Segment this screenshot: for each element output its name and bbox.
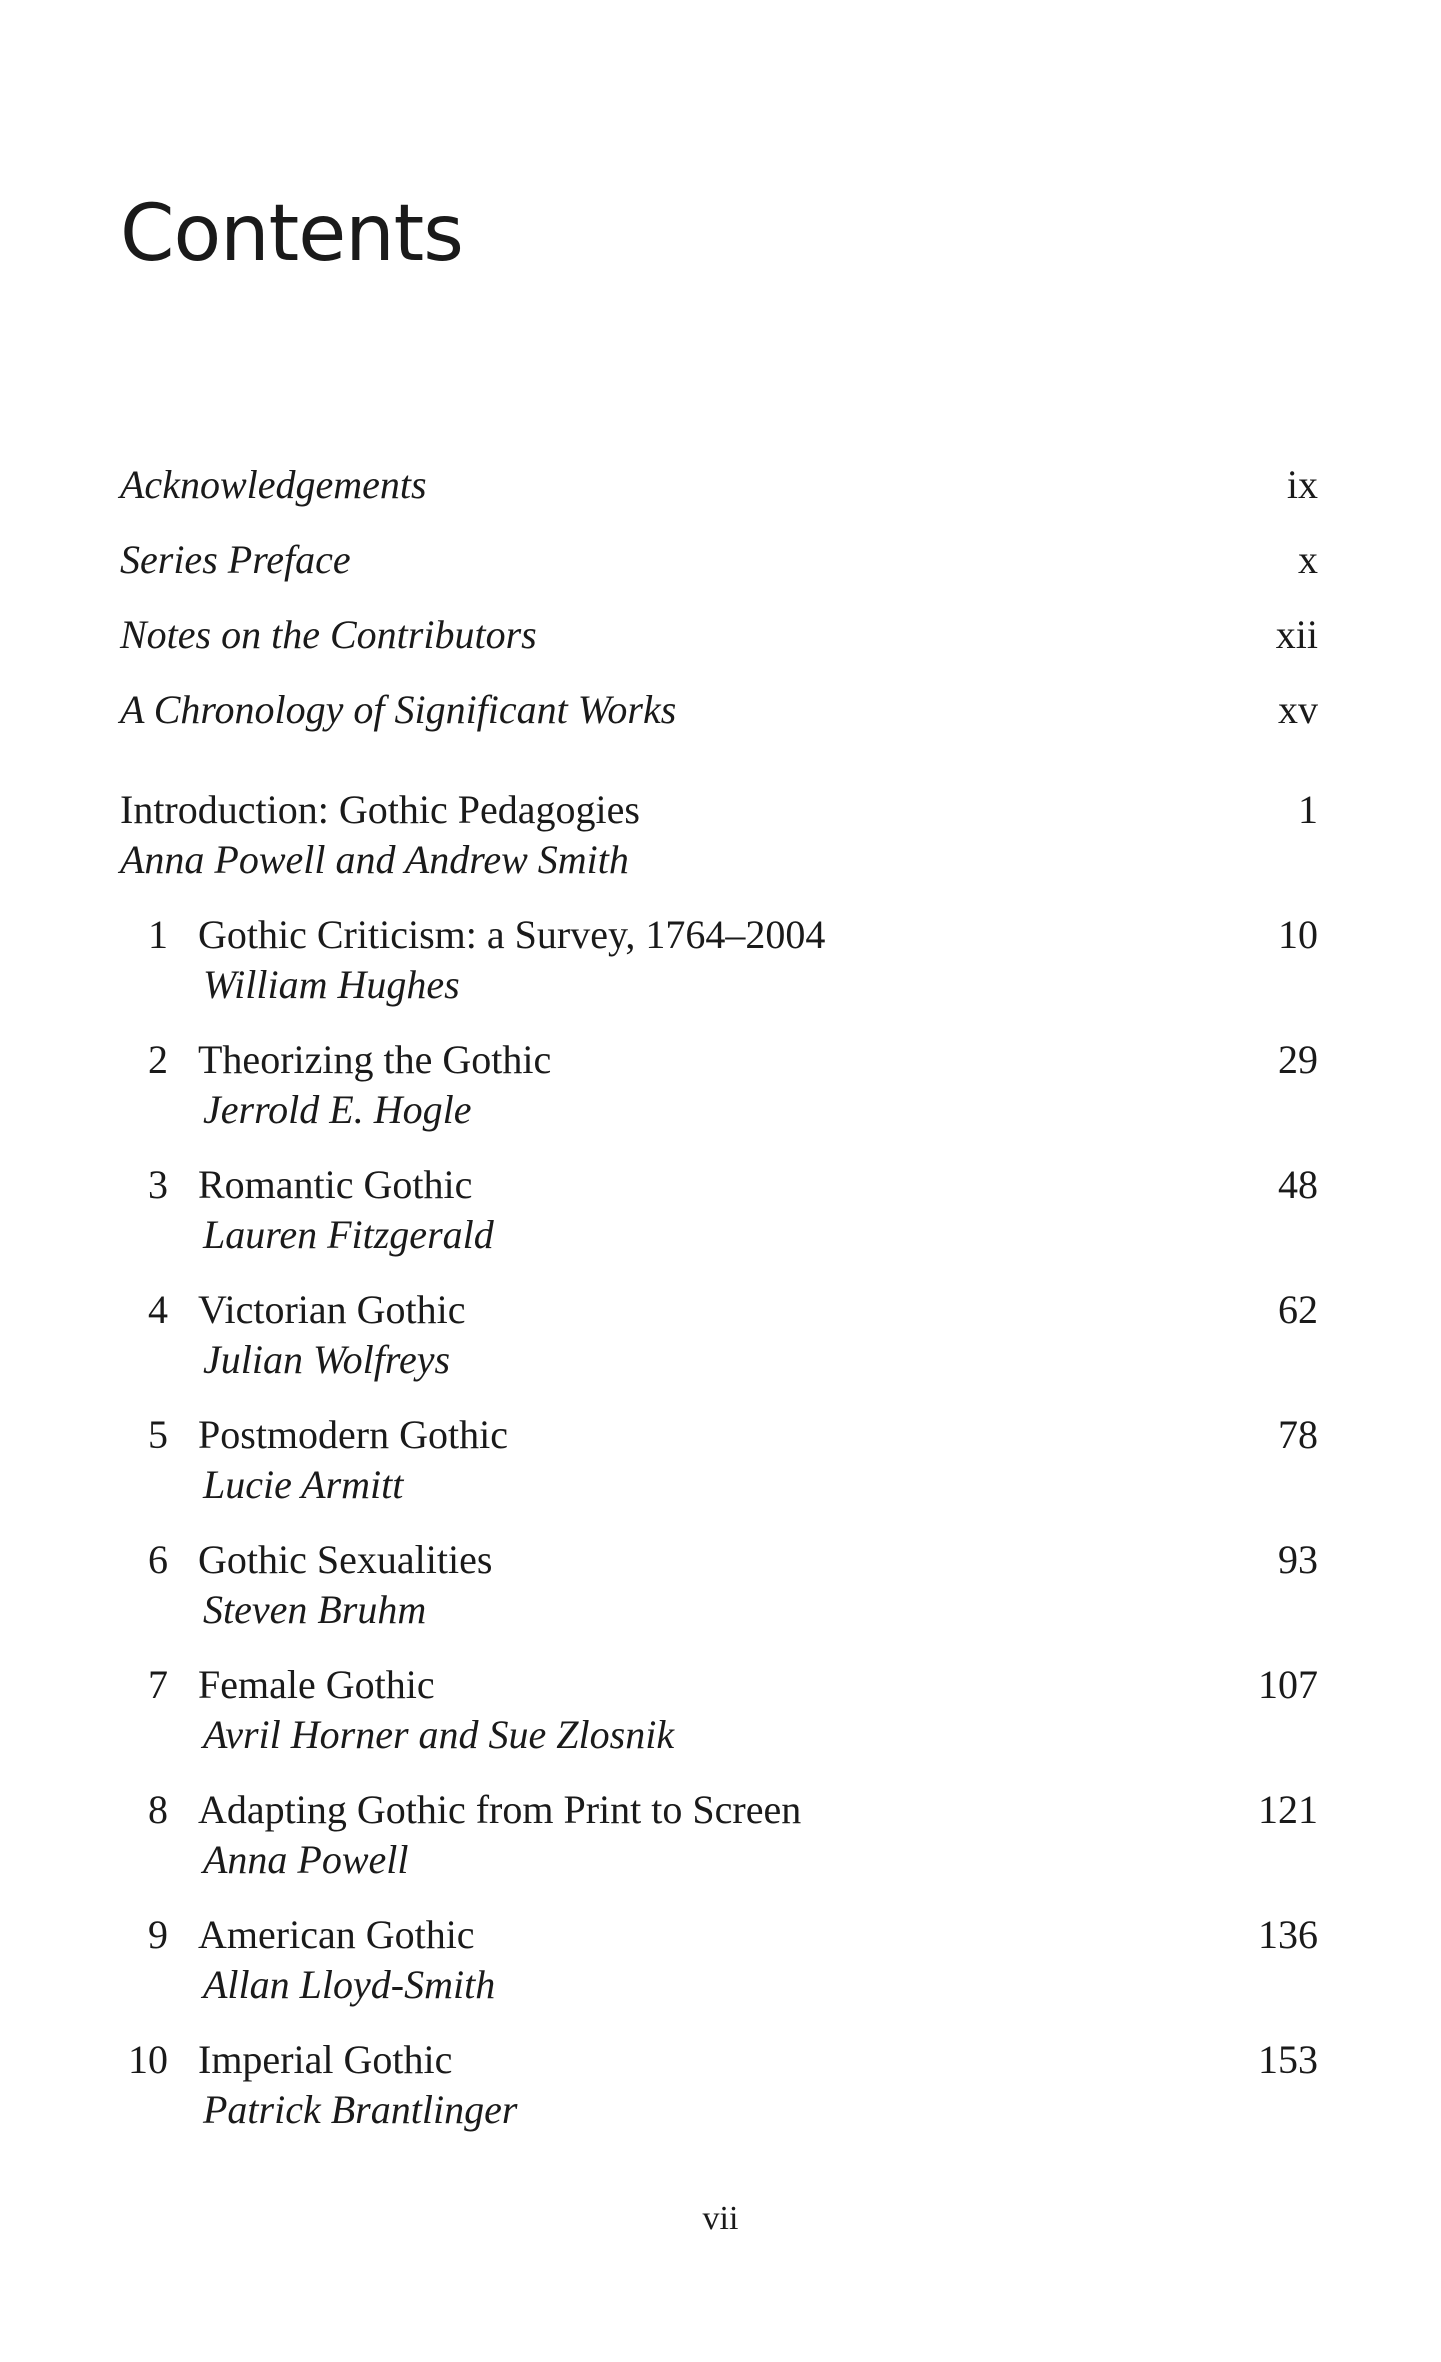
chapter-author: Anna Powell — [203, 1837, 409, 1882]
toc-chapter — [120, 1910, 1318, 2010]
chapter-title: Female Gothic — [198, 1662, 435, 1707]
chapter-number: 6 — [148, 1537, 168, 1582]
toc-chapter — [120, 1660, 1318, 1760]
toc-entry-introduction — [120, 785, 1318, 885]
chapter-number: 1 — [148, 912, 168, 957]
entry-title: A Chronology of Significant Works — [120, 687, 677, 732]
chapter-number: 5 — [148, 1412, 168, 1457]
chapter-title: Gothic Criticism: a Survey, 1764–2004 — [198, 912, 826, 957]
chapter-number: 8 — [148, 1787, 168, 1832]
toc-chapter — [120, 2035, 1318, 2135]
entry-title: Introduction: Gothic Pedagogies — [120, 787, 640, 832]
chapter-author: Avril Horner and Sue Zlosnik — [203, 1712, 675, 1757]
entry-page-number: ix — [1286, 462, 1318, 507]
entry-page-number: x — [1298, 537, 1318, 582]
toc-chapter — [120, 1285, 1318, 1385]
chapter-title: Romantic Gothic — [198, 1162, 473, 1207]
toc-chapter — [120, 1785, 1318, 1885]
toc-entry-chronology — [120, 685, 1318, 735]
entry-title: Notes on the Contributors — [120, 612, 537, 657]
chapter-title: Victorian Gothic — [198, 1287, 466, 1332]
toc-chapter — [120, 1160, 1318, 1260]
chapter-number: 3 — [148, 1162, 168, 1207]
chapter-author: Steven Bruhm — [203, 1587, 427, 1632]
chapter-author: Patrick Brantlinger — [203, 2087, 518, 2132]
toc-chapter — [120, 1535, 1318, 1635]
toc-entry-notes-on-contributors — [120, 610, 1318, 660]
chapter-page-number: 48 — [1278, 1162, 1318, 1207]
chapter-number: 7 — [148, 1662, 168, 1707]
toc-chapter — [120, 1410, 1318, 1510]
chapter-page-number: 62 — [1278, 1287, 1318, 1332]
chapter-page-number: 93 — [1278, 1537, 1318, 1582]
toc-entry-acknowledgements — [120, 460, 1318, 510]
chapter-author: Julian Wolfreys — [203, 1337, 451, 1382]
entry-title: Series Preface — [120, 537, 351, 582]
entry-page-number: xii — [1275, 612, 1318, 657]
toc-chapter — [120, 1035, 1318, 1135]
chapter-number: 4 — [148, 1287, 168, 1332]
chapter-author: Lucie Armitt — [203, 1462, 404, 1507]
chapter-title: American Gothic — [198, 1912, 475, 1957]
chapter-page-number: 78 — [1278, 1412, 1318, 1457]
entry-page-number: 1 — [1298, 787, 1318, 832]
chapter-title: Postmodern Gothic — [198, 1412, 508, 1457]
chapter-number: 10 — [128, 2037, 168, 2082]
folio-page-number: vii — [702, 2200, 739, 2237]
chapter-author: Lauren Fitzgerald — [203, 1212, 494, 1257]
entry-author: Anna Powell and Andrew Smith — [120, 837, 629, 882]
chapter-author: William Hughes — [203, 962, 460, 1007]
toc-entry-series-preface — [120, 535, 1318, 585]
chapter-title: Theorizing the Gothic — [198, 1037, 552, 1082]
chapter-author: Allan Lloyd-Smith — [203, 1962, 496, 2007]
entry-page-number: xv — [1278, 687, 1318, 732]
toc-chapter — [120, 910, 1318, 1010]
entry-title: Acknowledgements — [120, 462, 427, 507]
chapter-title: Adapting Gothic from Print to Screen — [198, 1787, 802, 1832]
chapter-number: 2 — [148, 1037, 168, 1082]
chapter-page-number: 153 — [1258, 2037, 1318, 2082]
chapter-author: Jerrold E. Hogle — [203, 1087, 472, 1132]
chapter-number: 9 — [148, 1912, 168, 1957]
chapter-page-number: 29 — [1278, 1037, 1318, 1082]
chapter-page-number: 136 — [1258, 1912, 1318, 1957]
chapter-page-number: 10 — [1278, 912, 1318, 957]
page-title: Contents — [120, 189, 463, 279]
chapter-page-number: 121 — [1258, 1787, 1318, 1832]
chapter-title: Imperial Gothic — [198, 2037, 453, 2082]
chapter-title: Gothic Sexualities — [198, 1537, 493, 1582]
chapter-page-number: 107 — [1258, 1662, 1318, 1707]
